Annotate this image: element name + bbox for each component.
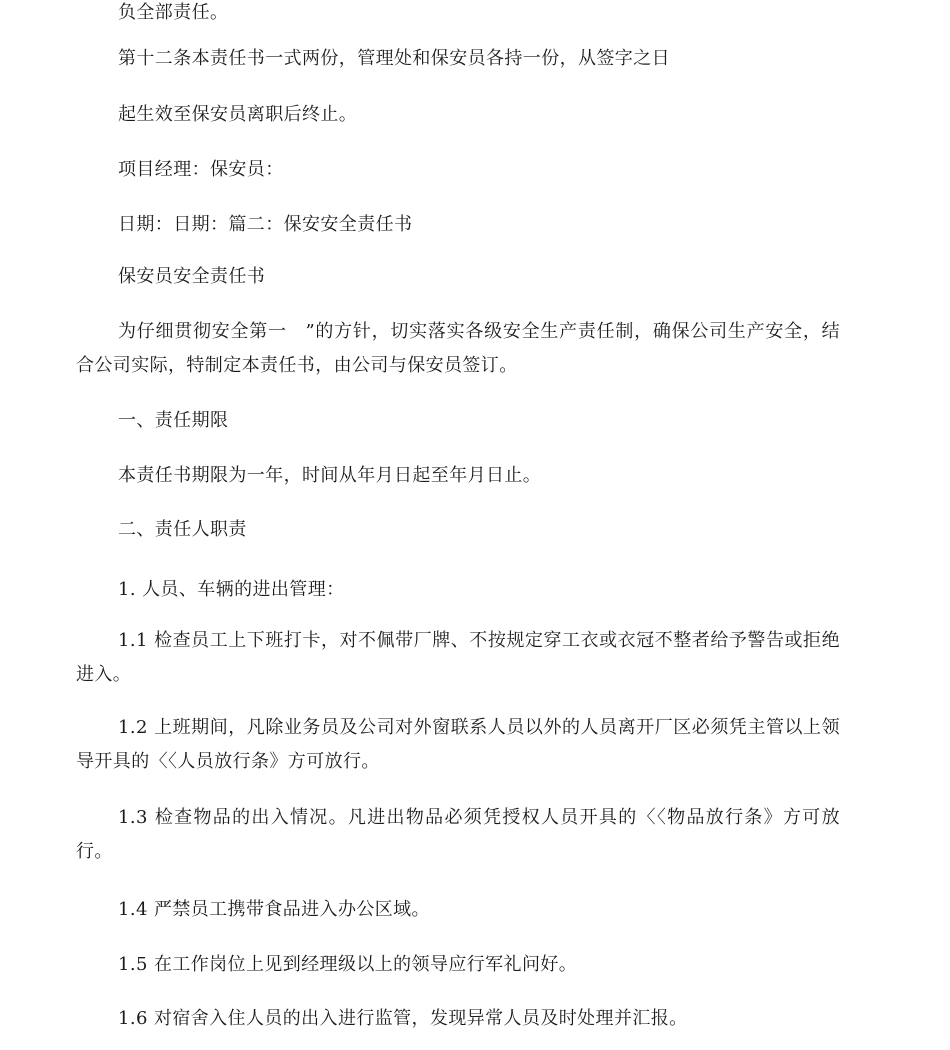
text-line: 起生效至保安员离职后终止。 bbox=[118, 104, 358, 125]
list-item: 1.2 上班期间，凡除业务员及公司对外窗联系人员以外的人员离开厂区必须凭主管以上领导开具的〈〈人员放行条》方可放行。 bbox=[76, 717, 840, 772]
text-line: 项目经理：保安员： bbox=[118, 159, 284, 180]
section-heading: 二、责任人职责 bbox=[118, 519, 247, 540]
list-item: 1.4 严禁员工携带食品进入办公区域。 bbox=[118, 899, 430, 920]
text-line: 负全部责任。 bbox=[118, 2, 229, 23]
list-item: 1.5 在工作岗位上见到经理级以上的领导应行军礼问好。 bbox=[118, 954, 578, 975]
list-heading: 1. 人员、车辆的进出管理： bbox=[118, 579, 345, 600]
text-line: 日期：日期：篇二：保安安全责任书 bbox=[118, 214, 413, 235]
section-title: 保安员安全责任书 bbox=[118, 266, 266, 287]
list-item: 1.1 检查员工上下班打卡，对不佩带厂牌、不按规定穿工衣或衣冠不整者给予警告或拒绝进入。 bbox=[76, 630, 840, 685]
text-line: 本责任书期限为一年，时间从年月日起至年月日止。 bbox=[118, 465, 542, 486]
list-item: 1.6 对宿舍入住人员的出入进行监管，发现异常人员及时处理并汇报。 bbox=[118, 1008, 688, 1029]
list-item: 1.3 检查物品的出入情况。凡进出物品必须凭授权人员开具的〈〈物品放行条》方可放行。 bbox=[76, 807, 840, 862]
section-heading: 一、责任期限 bbox=[118, 410, 229, 431]
text-line: 第十二条本责任书一式两份，管理处和保安员各持一份，从签字之日 bbox=[118, 48, 670, 69]
paragraph: 为仔细贯彻安全第一 ”的方针，切实落实各级安全生产责任制，确保公司生产安全，结合公司实际，特制定本责任书，由公司与保安员签订。 bbox=[76, 321, 840, 376]
